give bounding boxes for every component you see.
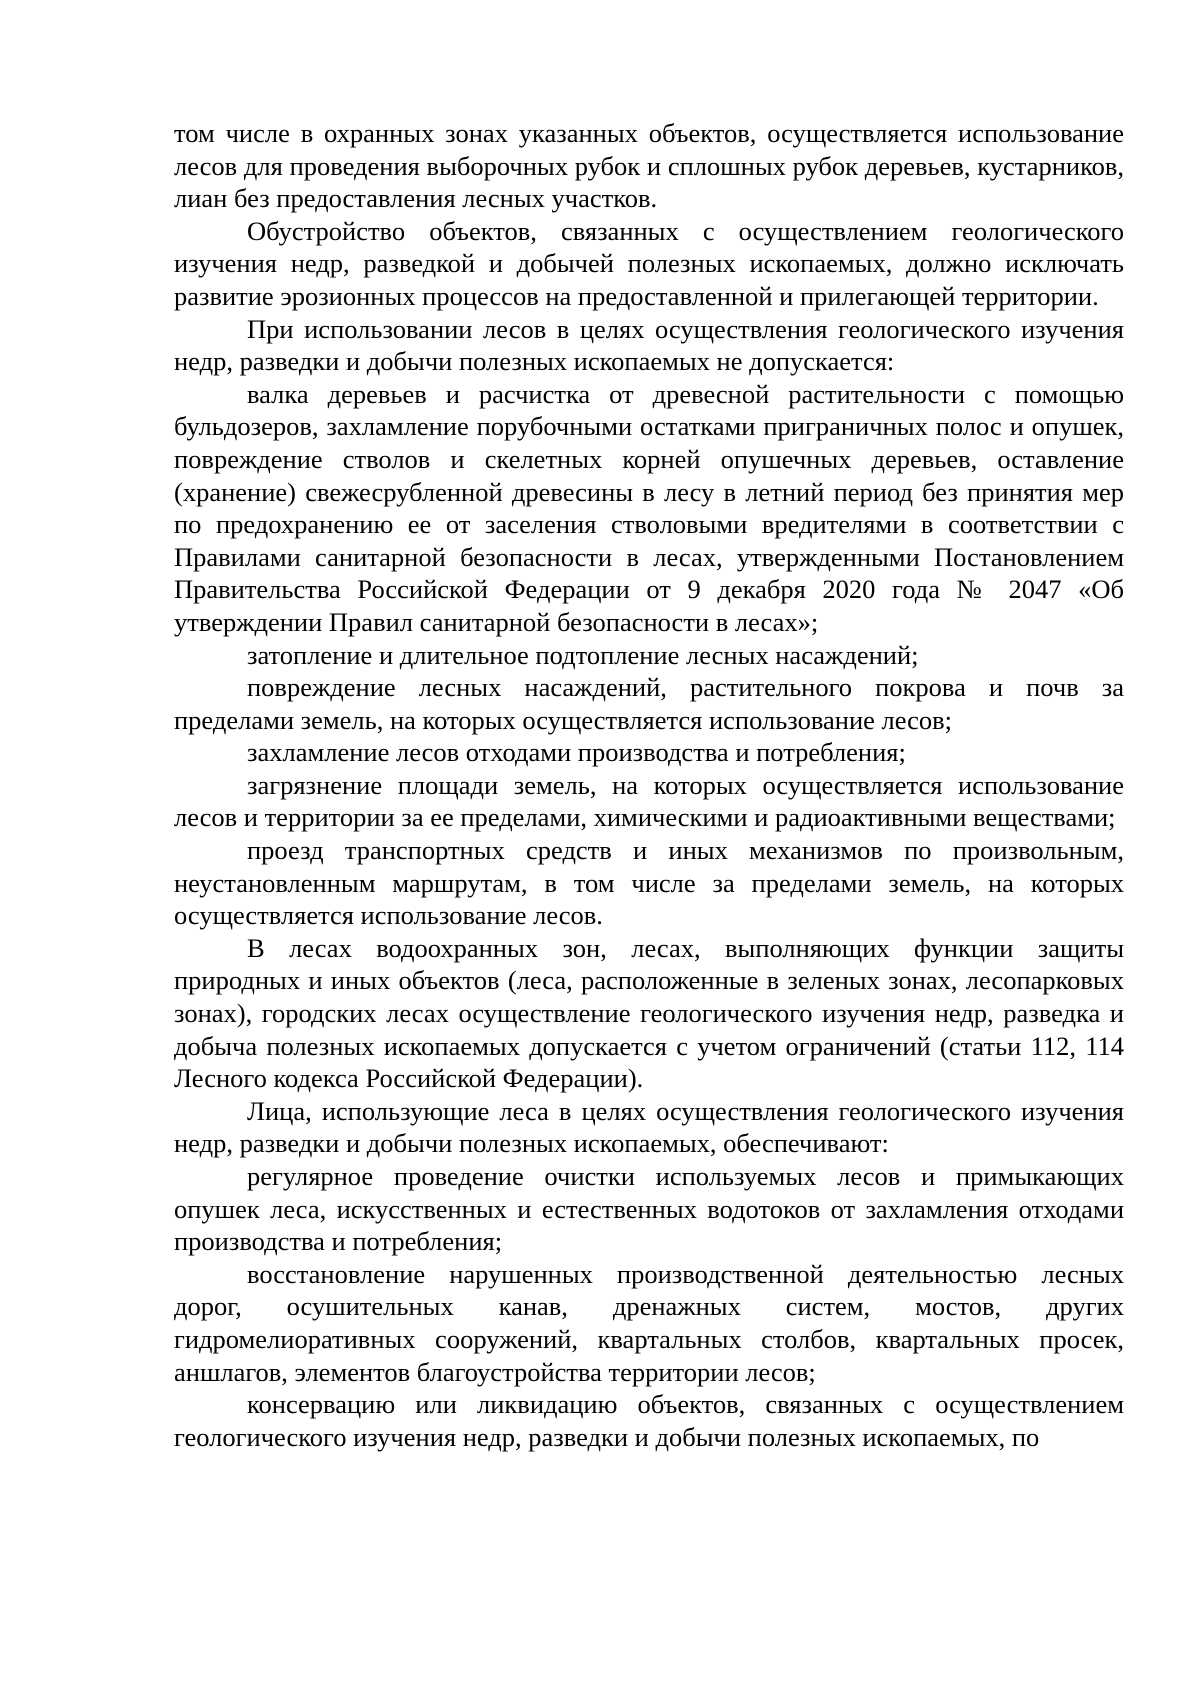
list-item-flooding: затопление и длительное подтопление лесных насаждений; [247, 639, 919, 670]
list-item-vehicle-passage: проезд транспортных средств и иных механизмов по произвольным, неустановленным маршрутам, в том числе за пределами земель, на которых осуществляется использование лесов. [174, 835, 1124, 931]
paragraph-erosion-requirement: Обустройство объектов, связанных с осуществлением геологического изучения недр, разведкой и добычей полезных ископаемых, должно исключать развитие эрозионных процессов на предоставленной и прилегающей территории. [174, 215, 1124, 311]
list-item-pollution: загрязнение площади земель, на которых осуществляется использование лесов и территории за ее пределами, химическими и радиоактивными веществами; [174, 769, 1124, 833]
list-item-littering: захламление лесов отходами производства и потребления; [247, 737, 906, 768]
paragraph-protective-forests: В лесах водоохранных зон, лесах, выполняющих функции защиты природных и иных объектов (леса, расположенные в зеленых зонах, лесопарковых зонах), городских лесах осуществление геологического изучения недр, разведка и добыча полезных ископаемых допускается с учетом ограничений (статьи 112, 114 Лесного кодекса Российской Федерации). [174, 932, 1124, 1094]
list-item-restoration: восстановление нарушенных производственной деятельностью лесных дорог, осушительных канав, дренажных систем, мостов, других гидромелиоративных сооружений, квартальных столбов, квартальных просек, аншлагов, элементов благоустройства территории лесов; [174, 1258, 1124, 1387]
paragraph-continuation: том числе в охранных зонах указанных объектов, осуществляется использование лесов для проведения выборочных рубок и сплошных рубок деревьев, кустарников, лиан без предоставления лесных участков. [174, 118, 1124, 214]
paragraph-obligations-intro: Лица, использующие леса в целях осуществления геологического изучения недр, разведки и добычи полезных ископаемых, обеспечивают: [174, 1095, 1124, 1159]
list-item-conservation: консервацию или ликвидацию объектов, связанных с осуществлением геологического изучения недр, разведки и добычи полезных ископаемых, по [174, 1389, 1124, 1452]
list-item-damage-outside: повреждение лесных насаждений, растительного покрова и почв за пределами земель, на которых осуществляется использование лесов; [174, 672, 1124, 735]
document-page [174, 117, 1124, 1453]
list-item-felling-bulldozers: валка деревьев и расчистка от древесной растительности с помощью бульдозеров, захламление порубочными остатками приграничных полос и опушек, повреждение стволов и скелетных корней опушечных деревьев, оставление (хранение) свежесрубленной древесины в лесу в летний период без принятия мер по предохранению ее от заселения стволовыми вредителями в соответствии с Правилами санитарной безопасности в лесах, утвержденными Постановлением Правительства Российской Федерации от 9 декабря 2020 года № 2047 «Об утверждении Правил санитарной безопасности в лесах»; [174, 378, 1124, 637]
list-item-cleaning: регулярное проведение очистки используемых лесов и примыкающих опушек леса, искусственных и естественных водотоков от захламления отходами производства и потребления; [174, 1161, 1124, 1257]
paragraph-prohibitions-intro: При использовании лесов в целях осуществления геологического изучения недр, разведки и добычи полезных ископаемых не допускается: [174, 313, 1124, 377]
